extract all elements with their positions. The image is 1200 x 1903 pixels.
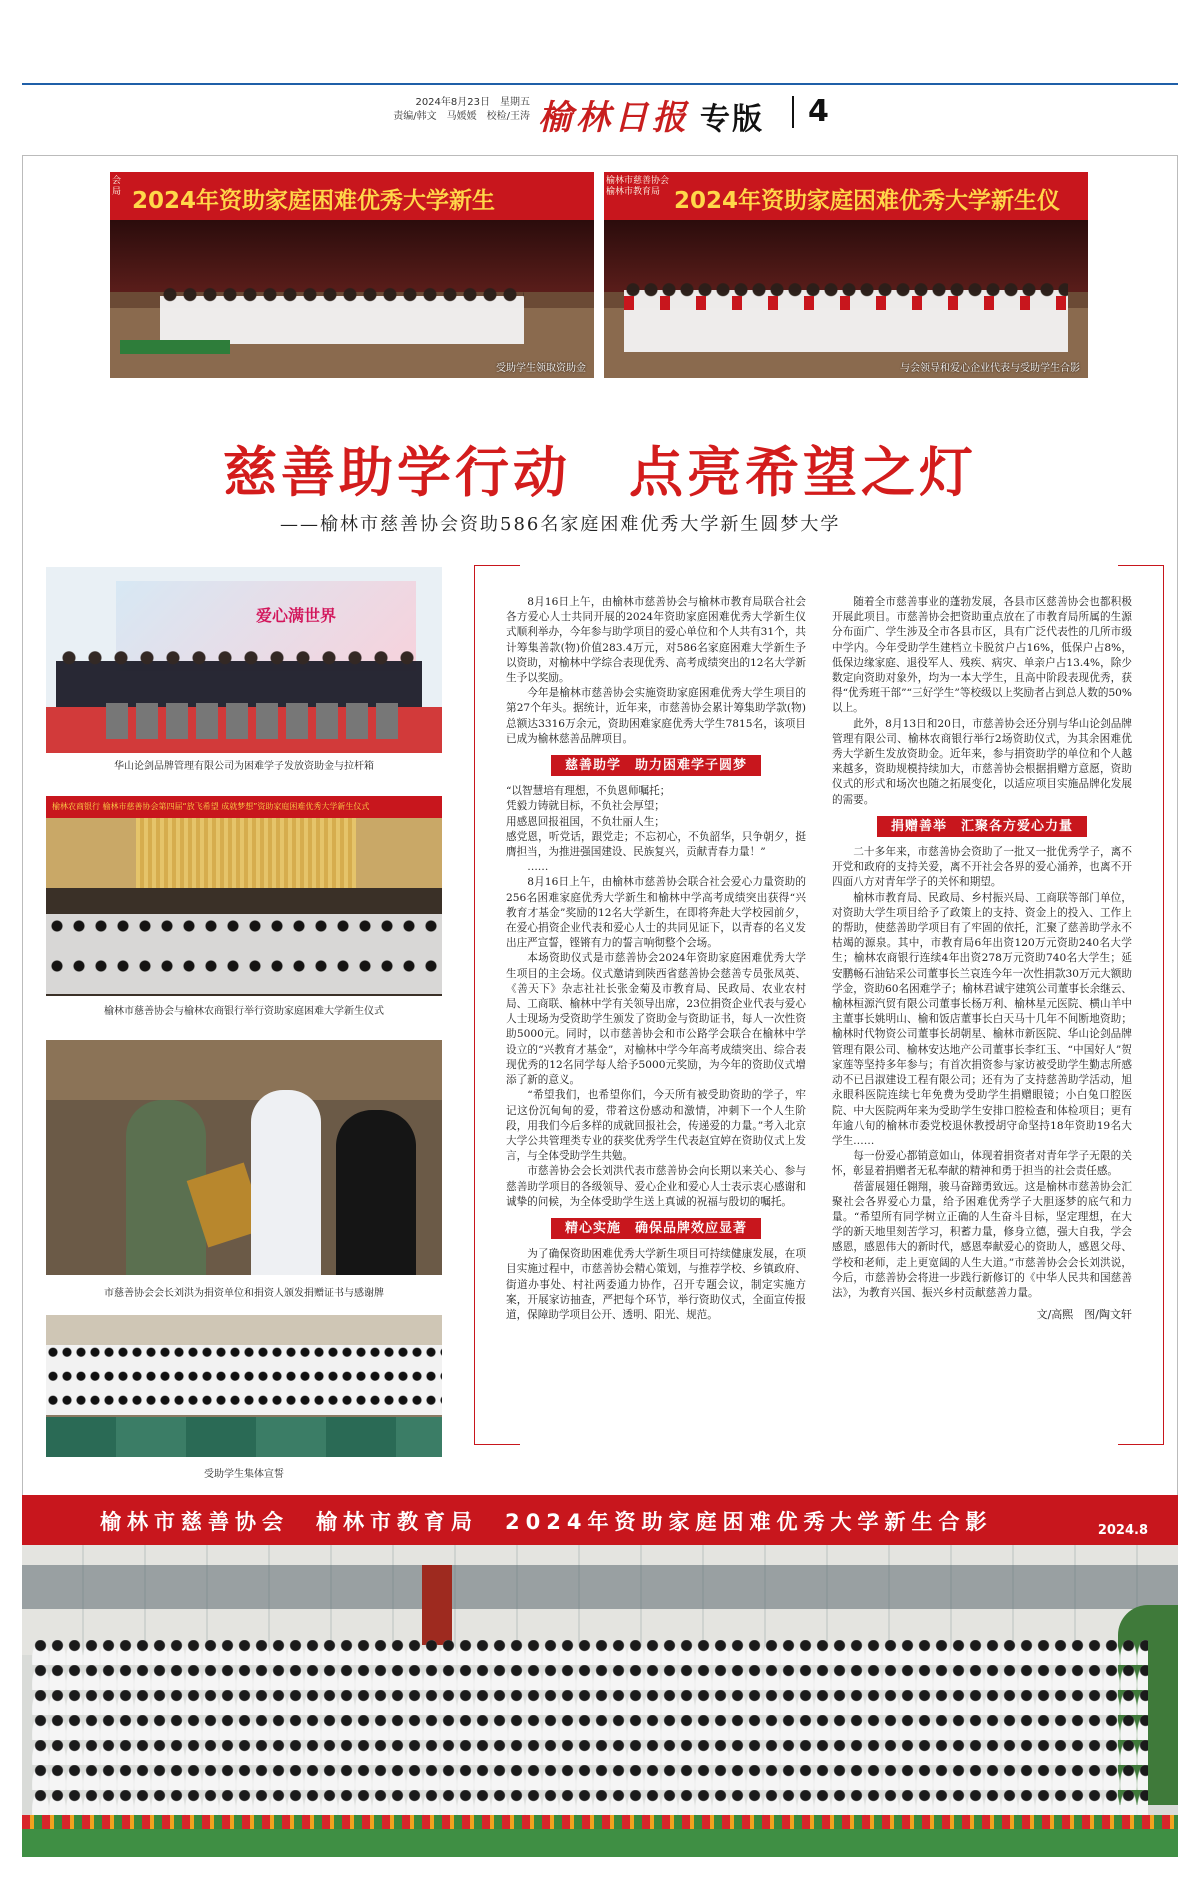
background-wall xyxy=(46,1040,442,1100)
oath-line: 凭毅力铸就目标，不负社会厚望； xyxy=(506,800,665,813)
paragraph: 蓓蕾展翅任翱翔，骏马奋蹄勇致远。这是榆林市慈善协会汇聚社会各界爱心力量，给予困难优秀学子大胆逐梦的底气和力量。“希望所有同学树立正确的人生奋斗目标，坚定理想，在大学的新天地里刻苦学习，积蓄力量，修身立德，强大自我，学会感恩，感恩伟大的新时代，感恩奉献爱心的资助人，感恩父母、学校和老师，走上更宽阔的人生大道。”市慈善协会会长刘洪说，今后，市慈善协会将进一步践行新修订的《中华人民共和国慈善法》，为教育兴国、振兴乡村贡献慈善力量。 xyxy=(832,1180,1132,1299)
left-photo-1 xyxy=(46,567,442,772)
backdrop-title: 爱心满世界 xyxy=(256,606,337,625)
group-banner-date: 2024.8 xyxy=(1097,1523,1148,1538)
oath-line: 用感恩回报祖国，不负壮丽人生； xyxy=(506,815,665,828)
group-photo-banner xyxy=(22,1495,1178,1545)
paragraph: 8月16日上午，由榆林市慈善协会联合社会爱心力量资助的256名困难家庭优秀大学新生和榆林中学高考成绩突出获得“兴教育才基金”奖励的12名大学新生，在即将奔赴大学校园前夕，在爱心捐资企业代表和爱心人士的共同见证下，以青春的名义发出庄严宣誓，铿锵有力的誓言响彻整个会场。 xyxy=(506,876,806,950)
audience xyxy=(46,914,442,994)
paragraph: 随着全市慈善事业的蓬勃发展，各县市区慈善协会也都积极开展此项目。市慈善协会把资助重点放在了市教育局所属的生源分布面广、学生涉及全市各县市区，具有广泛代表性的几所市级中学内。今年受助学生建档立卡脱贫户占16%，低保户占8%，低保边缘家庭、退役军人、残疾、病灾、单亲户占13.4%，除少数定向资助对象外，均为一本大学生，且高中阶段表现优秀，获得“优秀班干部”“三好学生”等校级以上奖励者占到总人数的50%以上。 xyxy=(832,596,1132,715)
stage-plants xyxy=(120,340,230,354)
banner-text: 2024年资助家庭困难优秀大学新生 xyxy=(132,188,496,214)
date-line: 2024年8月23日 星期五 xyxy=(415,97,530,108)
photo-caption: 市慈善协会会长刘洪为捐资单位和捐资人颁发捐赠证书与感谢牌 xyxy=(104,1288,384,1299)
banner-org: 榆林市慈善协会 榆林市教育局 xyxy=(606,176,670,197)
page-number: 4 xyxy=(808,94,829,129)
lamp-post xyxy=(422,1565,452,1645)
paragraph: 市慈善协会会长刘洪代表市慈善协会向长期以来关心、参与慈善助学项目的各级领导、爱心企业和爱心人士表示衷心感谢和诚挚的问候，为全体受助学生送上真诚的祝福与殷切的嘱托。 xyxy=(506,1165,806,1208)
stage-banner xyxy=(110,172,594,220)
photo-caption: 华山论剑品牌管理有限公司为困难学子发放资助金与拉杆箱 xyxy=(114,761,374,772)
left-photo-4 xyxy=(46,1315,442,1480)
banner-org: 会 局 xyxy=(112,176,122,197)
newspaper-name: 榆林日报 xyxy=(538,98,690,138)
photo-image xyxy=(46,567,442,753)
paragraph: 本场资助仪式是市慈善协会2024年资助家庭困难优秀大学生项目的主会场。仪式邀请到陕西省慈善协会慈善专员张凤英、《善天下》杂志社社长张金菊及市教育局、民政局、农业农村局、工商联、榆林中学有关领导出席，23位捐资企业代表与爱心人士现场为受资助学生颁发了资助金与资助证书，每人一次性资助5000元。同时，以市慈善协会和市公路学会联合在榆林中学设立的“兴教育才基金”，对榆林中学今年高考成绩突出、综合表现优秀的12名同学每人给予5000元奖励，为今年的资助仪式增添了新的意义。 xyxy=(506,952,806,1087)
photo-image xyxy=(46,1040,442,1275)
left-photo-3 xyxy=(46,1040,442,1300)
paragraph: 此外，8月13日和20日，市慈善协会还分别与华山论剑品牌管理有限公司、榆林农商银行举行2场资助仪式，为其余困难优秀大学新生发放资助金。近年来，参与捐资助学的单位和个人越来越多，资助规模持续加大，市慈善协会根据捐赠方意愿，资助仪式的形式和场次也随之拓展变化，以适应项目实施品牌化发展的需要。 xyxy=(832,717,1132,806)
paragraph: 今年是榆林市慈善协会实施资助家庭困难优秀大学生项目的第27个年头。据统计，近年来，市慈善协会累计筹集助学款(物)总额达3316万余元，资助困难家庭优秀大学生7815名，该项目已成为榆林慈善品牌项目。 xyxy=(506,687,806,745)
photo-caption: 受助学生领取资助金 xyxy=(496,363,586,374)
paragraph: 8月16日上午，由榆林市慈善协会与榆林市教育局联合社会各方爱心人士共同开展的2024年资助家庭困难优秀大学新生仪式顺利举办，今年参与助学项目的爱心单位和个人共有31个，共计筹集善款(物)价值283.4万元，对586名家庭困难大学新生予以资助，对榆林中学综合表现优秀、高考成绩突出的12名大学新生予以奖励。 xyxy=(506,596,806,685)
people-group xyxy=(56,647,422,707)
bracket-left-line xyxy=(474,565,475,1445)
photo-caption: 与会领导和爱心企业代表与受助学生合影 xyxy=(900,363,1080,374)
banner-text: 榆林农商银行 榆林市慈善协会第四届“放飞希望 成就梦想”资助家庭困难优秀大学新生仪式 xyxy=(52,802,370,811)
photo-caption: 榆林市慈善协会与榆林农商银行举行资助家庭困难大学新生仪式 xyxy=(104,1006,384,1017)
flowers xyxy=(624,296,1068,310)
paragraph: 榆林市教育局、民政局、乡村振兴局、工商联等部门单位，对资助大学生项目给予了政策上的支持、资金上的投入、工作上的帮助，使慈善助学项目有了牢固的依托，汇聚了慈善助学永不枯竭的源泉。其中，市教育局6年出资120万元资助240名大学生；榆林农商银行连续4年出资278万元资助740名大学生；延安鹏畅石油钻采公司董事长兰哀连今年一次性捐款30万元大额助学金，资助60名困难学子；榆林君诚宇建筑公司董事长余继云、榆林桓源汽贸有限公司董事长杨万利、榆林星元医院、横山羊中主董事长姚明山、榆和饭店董事长白天马十几年不间断地资助；榆林时代物资公司董事长胡朝星、榆林市新医院、华山论剑品牌管理有限公司、榆林安达地产公司董事长李红玉、“中国好人”贺家莲等坚持多年参与；有首次捐资参与家访被受助学生勤志所感动不已吕淑建设工程有限公司；还有为了支持慈善助学活动，旭永眼科医院连续七年免费为受助学生捐赠眼镜；小白兔口腔医院、中大医院两年来为受助学生安排口腔检查和体检项目；更有年逾八旬的榆林市委党校退休教授胡守命坚持18年资助19名大学生…… xyxy=(832,891,1132,1147)
paragraph: 每一份爱心都销意如山，体现着捐资者对青年学子无限的关怀，彰显着捐赠者无私奉献的精神和勇于担当的社会责任感。 xyxy=(832,1150,1132,1178)
top-rule xyxy=(22,83,1178,85)
oath-line: …… xyxy=(527,861,549,874)
bracket-bottom-left xyxy=(474,1425,520,1445)
flower-bed xyxy=(22,1815,1178,1829)
section-heading: 捐赠善举 汇聚各方爱心力量 xyxy=(877,816,1087,837)
editor-line: 责编/韩文 马媛媛 校检/王涛 xyxy=(393,111,530,122)
photo-image xyxy=(46,796,442,996)
masthead xyxy=(0,94,1200,138)
bracket-bottom-right xyxy=(1118,1425,1164,1445)
stage-banner xyxy=(604,172,1088,220)
photo-caption: 受助学生集体宣誓 xyxy=(204,1469,284,1480)
subheadline: ——榆林市慈善协会资助586名家庭困难优秀大学新生圆梦大学 xyxy=(280,514,841,535)
section-label: 专版 xyxy=(700,102,764,137)
paragraph: 二十多年来，市慈善协会资助了一批又一批优秀学子，离不开党和政府的支持关爱，离不开社会各界的爱心涌养，也离不开四面八方对青年学子的关怀和期望。 xyxy=(832,846,1132,889)
paragraph: 为了确保资助困难优秀大学新生项目可持续健康发展，在项目实施过程中，市慈善协会精心策划，与推荐学校、乡镇政府、街道办事处、村社两委通力协作，召开专题会议，制定实施方案，开展家访抽查，严把每个环节，举行资助仪式，全面宣传报道，保障助学项目公开、透明、阳光、规范。 xyxy=(506,1248,806,1321)
section-heading: 精心实施 确保品牌效应显著 xyxy=(551,1218,761,1239)
person-woman xyxy=(336,1110,416,1275)
byline: 文/高熙 图/陶文轩 xyxy=(1036,1308,1132,1322)
banner-text: 2024年资助家庭困难优秀大学新生仪 xyxy=(674,188,1061,214)
section-heading: 慈善助学 助力困难学子圆梦 xyxy=(551,755,761,776)
bracket-top-right xyxy=(1118,565,1164,585)
group-banner-text: 榆林市慈善协会 榆林市教育局 2024年资助家庭困难优秀大学新生合影 xyxy=(100,1510,993,1534)
lawn xyxy=(22,1829,1178,1857)
masthead-meta xyxy=(370,96,530,124)
group-photo xyxy=(22,1545,1178,1857)
article-column-1 xyxy=(506,595,806,1323)
students-crowd xyxy=(32,1640,1148,1820)
top-left-photo xyxy=(110,172,594,378)
ceiling xyxy=(46,1315,442,1345)
left-photo-2 xyxy=(46,796,442,1026)
oath-line: “以智慧培有理想，不负恩师嘱托； xyxy=(506,785,671,798)
article-box xyxy=(474,565,1164,1445)
people-group xyxy=(624,276,1068,352)
students xyxy=(46,1345,442,1415)
oath-line: 感党恩，听党话，跟党走；不忘初心，不负韶华，只争朝夕，挺膺担当，为推进强国建设、民族复兴，贡献青春力量！” xyxy=(506,830,806,859)
tables xyxy=(46,1417,442,1457)
students-group xyxy=(160,282,524,344)
top-right-photo xyxy=(604,172,1088,378)
headline: 慈善助学行动 点亮希望之灯 xyxy=(223,441,977,504)
photo-image xyxy=(46,1315,442,1457)
stage-curtain xyxy=(136,818,356,888)
page-separator xyxy=(792,96,794,128)
bracket-top-left xyxy=(474,565,520,585)
bracket-right-line xyxy=(1163,565,1164,1445)
suitcases xyxy=(106,703,406,739)
paragraph: “希望我们，也希望你们，今天所有被受助资助的学子，牢记这份沉甸甸的爱，带着这份感动和激情，冲刺下一个人生阶段，用我们今后多样的成就回报社会，传递爱的力量。”考入北京大学公共管理类专业的获奖优秀学生代表赵宜婷在资助仪式上发言，与全体受助学生共勉。 xyxy=(506,1089,806,1163)
person-recipient xyxy=(251,1090,321,1275)
building-windows xyxy=(22,1565,1178,1635)
article-column-2 xyxy=(832,595,1132,1322)
